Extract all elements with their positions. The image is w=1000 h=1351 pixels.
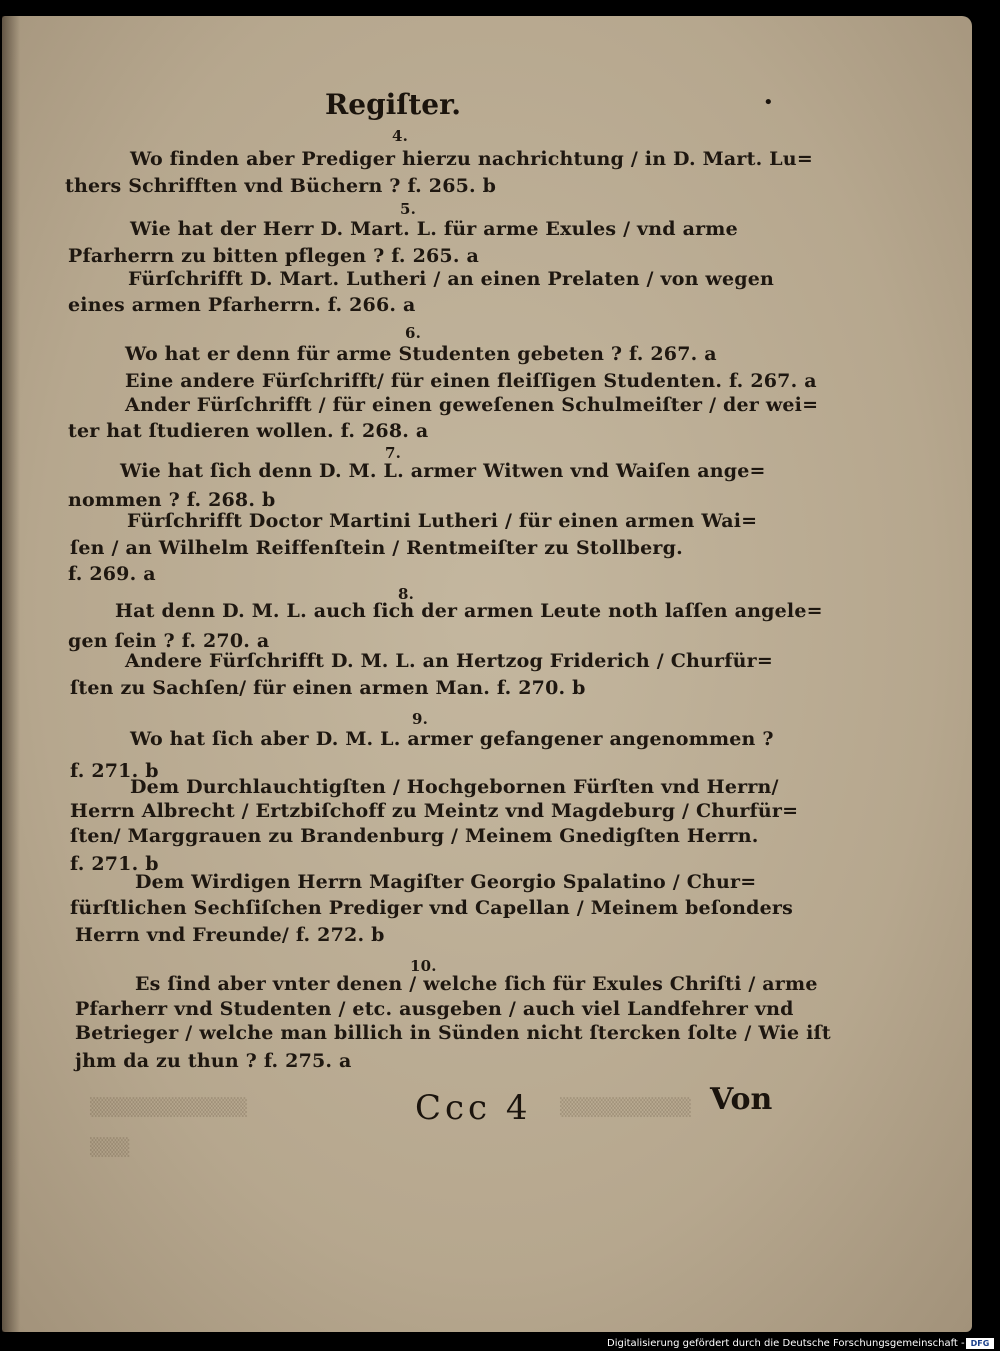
signature-mark: Ccc 4: [415, 1088, 532, 1128]
section-number: 6.: [405, 324, 422, 342]
text-line: Wo hat ſich aber D. M. L. armer gefangener angenommen ?: [130, 728, 774, 750]
section-number: 10.: [410, 957, 437, 975]
text-line: f. 269. a: [68, 563, 156, 585]
text-line: Wo hat er denn für arme Studenten gebeten ? f. 267. a: [125, 343, 717, 365]
text-line: fürſtlichen Sechſiſchen Prediger vnd Capellan / Meinem beſonders: [70, 897, 793, 919]
text-line: f. 271. b: [70, 853, 159, 875]
funding-notice: Digitalisierung gefördert durch die Deutsche Forschungsgemeinschaft -: [607, 1338, 965, 1349]
text-line: Andere Fürſchrifft D. M. L. an Hertzog Friderich / Churfür=: [125, 650, 773, 672]
bleed-through-text: ▒▒▒▒▒▒▒▒▒▒▒▒: [90, 1098, 247, 1118]
footer-bar: [0, 1337, 1000, 1351]
text-line: nommen ? f. 268. b: [68, 489, 276, 511]
section-number: 9.: [412, 710, 429, 728]
text-line: ter hat ſtudieren wollen. f. 268. a: [68, 420, 429, 442]
text-line: Hat denn D. M. L. auch ſich der armen Leute noth laſſen angele=: [115, 600, 823, 622]
text-line: Dem Wirdigen Herrn Magiſter Georgio Spalatino / Chur=: [135, 871, 757, 893]
text-line: Wie hat der Herr D. Mart. L. für arme Exules / vnd arme: [130, 218, 738, 240]
text-line: ſten zu Sachſen/ für einen armen Man. f. 270. b: [70, 677, 586, 699]
bleed-through-text: ▒▒▒▒▒▒▒▒▒▒: [560, 1098, 691, 1118]
text-line: Ander Fürſchrifft / für einen geweſenen Schulmeiſter / der wei=: [125, 394, 819, 416]
text-line: f. 271. b: [70, 760, 159, 782]
page-header: Regiſter.: [325, 88, 462, 121]
text-line: Fürſchrifft D. Mart. Lutheri / an einen Prelaten / von wegen: [128, 268, 775, 290]
catchword: Von: [710, 1082, 773, 1117]
text-line: Wie hat ſich denn D. M. L. armer Witwen vnd Waiſen ange=: [120, 460, 766, 482]
text-line: jhm da zu thun ? f. 275. a: [75, 1050, 352, 1072]
header-mark: •: [763, 92, 774, 113]
text-line: Dem Durchlauchtigſten / Hochgebornen Fürſten vnd Herrn/: [130, 776, 779, 798]
section-number: 4.: [392, 127, 409, 145]
section-number: 7.: [385, 444, 402, 462]
text-line: Fürſchrifft Doctor Martini Lutheri / für einen armen Wai=: [127, 510, 758, 532]
text-line: Herrn Albrecht / Ertzbiſchoff zu Meintz vnd Magdeburg / Churfür=: [70, 800, 799, 822]
text-line: ſten/ Marggrauen zu Brandenburg / Meinem Gnedigſten Herrn.: [70, 825, 759, 847]
text-line: Wo finden aber Prediger hierzu nachrichtung / in D. Mart. Lu=: [130, 148, 813, 170]
text-line: Herrn vnd Freunde/ f. 272. b: [75, 924, 385, 946]
bleed-through-text: ▒▒▒: [90, 1138, 130, 1158]
page-sheet: [2, 16, 972, 1332]
text-line: Pfarherrn zu bitten pflegen ? f. 265. a: [68, 245, 479, 267]
dfg-logo: DFG: [966, 1338, 994, 1349]
text-line: Eine andere Fürſchrifft/ für einen fleiſſigen Studenten. f. 267. a: [125, 370, 817, 392]
text-line: Pfarherr vnd Studenten / etc. ausgeben / auch viel Landfehrer vnd: [75, 998, 794, 1020]
binding-shadow: [2, 16, 20, 1332]
text-line: thers Schrifften vnd Büchern ? f. 265. b: [65, 175, 497, 197]
section-number: 8.: [398, 585, 415, 603]
text-line: gen ſein ? f. 270. a: [68, 630, 270, 652]
text-line: eines armen Pfarherrn. f. 266. a: [68, 294, 416, 316]
text-line: Es ſind aber vnter denen / welche ſich für Exules Chriſti / arme: [135, 973, 818, 995]
section-number: 5.: [400, 200, 417, 218]
text-line: Betrieger / welche man billich in Sünden nicht ſtercken ſolte / Wie iſt: [75, 1022, 831, 1044]
text-line: ſen / an Wilhelm Reiffenſtein / Rentmeiſter zu Stollberg.: [70, 537, 683, 559]
